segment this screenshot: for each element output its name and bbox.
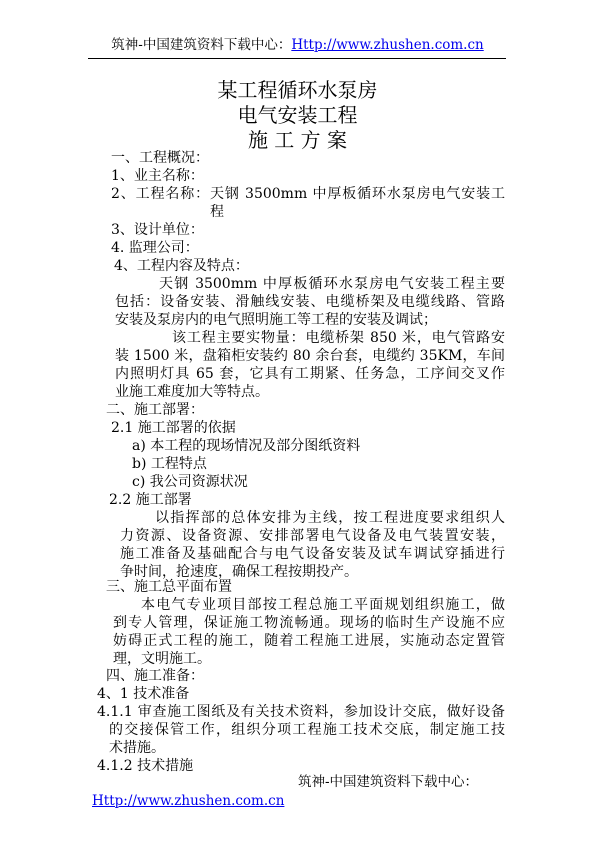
subsection-2-1-heading: 2.1 施工部署的依据 (111, 420, 236, 436)
project-name-line: 2、工程名称：天钢 3500mm 中厚板循环水泵房电气安装工 (111, 186, 505, 202)
owner-name-line: 1、业主名称： (111, 168, 204, 184)
list-item: a) 本工程的现场情况及部分图纸资料 (132, 438, 361, 454)
paragraph-line: 装 1500 米，盘箱柜安装约 80 余台套，电缆约 35KM，车间 (115, 348, 505, 364)
paragraph-line: 到专人管理，保证施工物流畅通。现场的临时生产设施不应 (113, 615, 505, 631)
paragraph-line: 安装及泵房内的电气照明施工等工程的安装及调试； (115, 312, 437, 328)
subsection-4-1-heading: 4、1 技术准备 (97, 686, 190, 702)
paragraph-line: 争时间，抢速度，确保工程按期投产。 (120, 564, 358, 580)
paragraph-line: 内照明灯具 65 套，它具有工期紧、任务急，工序间交叉作 (115, 366, 505, 382)
footer-site-name: 筑神-中国建筑资料下载中心： (298, 774, 479, 790)
title-line-3: 施 工 方 案 (247, 128, 348, 152)
title-line-2: 电气安装工程 (237, 103, 358, 127)
paragraph-line: 该工程主要实物量：电缆桥架 850 米，电气管路安 (172, 330, 505, 346)
project-name-continued: 程 (210, 204, 224, 220)
section-2-heading: 二、施工部署： (106, 402, 204, 418)
paragraph-line: 施工准备及基础配合与电气设备安装及试车调试穿插进行 (120, 546, 505, 562)
paragraph-line: 业施工难度加大等特点。 (115, 384, 269, 400)
list-item: c) 我公司资源状况 (132, 474, 248, 490)
footer-url-container (92, 792, 284, 810)
subsection-4-1-2-heading: 4.1.2 技术措施 (97, 758, 194, 774)
section-1-heading: 一、工程概况： (111, 150, 209, 166)
paragraph-line: 的交接保管工作，组织分项工程施工技术交底，制定施工技 (109, 722, 505, 738)
paragraph-line: 4.1.1 审查施工图纸及有关技术资料，参加设计交底，做好设备 (97, 704, 505, 720)
content-features-heading: 4、工程内容及特点： (114, 258, 249, 274)
paragraph-line: 妨碍正式工程的施工，随着工程施工进展，实施动态定置管 (113, 633, 505, 649)
paragraph-line: 理，文明施工。 (113, 651, 211, 667)
page-header (0, 36, 595, 54)
header-site-name: 筑神-中国建筑资料下载中心： (111, 37, 292, 53)
paragraph-line: 术措施。 (109, 740, 165, 756)
header-rule (88, 58, 506, 59)
paragraph-line: 以指挥部的总体安排为主线，按工程进度要求组织人 (155, 510, 505, 526)
footer-url-link[interactable]: Http://www.zhushen.com.cn (92, 793, 285, 809)
title-line-1: 某工程循环水泵房 (217, 78, 378, 102)
paragraph-line: 天钢 3500mm 中厚板循环水泵房电气安装工程主要 (159, 276, 505, 292)
paragraph-line: 本电气专业项目部按工程总施工平面规划组织施工，做 (141, 597, 505, 613)
paragraph-line: 包括：设备安装、滑触线安装、电缆桥架及电缆线路、管路 (115, 294, 505, 310)
section-3-heading: 三、施工总平面布置 (106, 579, 232, 595)
list-item: b) 工程特点 (132, 456, 207, 472)
supervisor-line: 4. 监理公司： (111, 240, 199, 256)
design-unit-line: 3、设计单位： (111, 222, 204, 238)
section-4-heading: 四、施工准备： (106, 668, 204, 684)
header-url-link[interactable]: Http://www.zhushen.com.cn (291, 37, 484, 53)
paragraph-line: 力资源、设备资源、安排部署电气设备及电气装置安装， (120, 528, 505, 544)
subsection-2-2-heading: 2.2 施工部署 (109, 492, 192, 508)
